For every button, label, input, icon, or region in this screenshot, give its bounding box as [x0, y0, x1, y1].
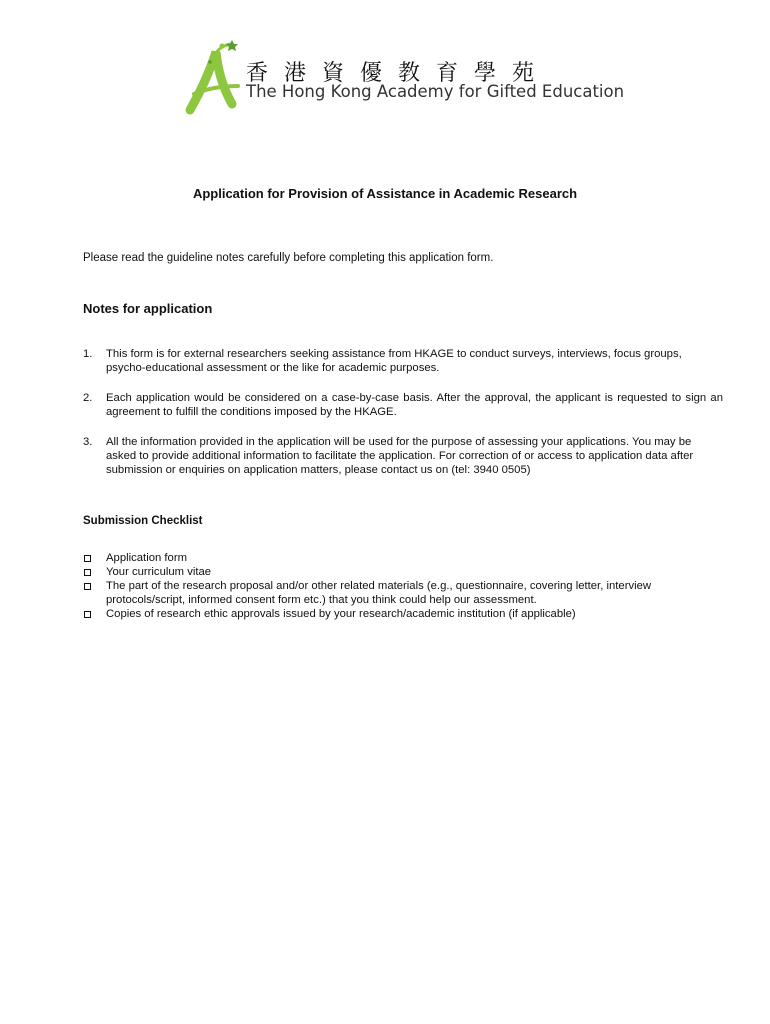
checkbox-icon[interactable] — [84, 569, 91, 576]
note-text: Each application would be considered on a case-by-case basis. After the approval, the applicant is requested to sign an agreement to fulfill the conditions imposed by the HKAGE. — [106, 392, 723, 418]
note-item — [83, 391, 723, 419]
note-number: 3. — [83, 436, 93, 448]
notes-heading: Notes for application — [83, 301, 213, 316]
checklist-heading: Submission Checklist — [83, 515, 203, 527]
logo-chinese-name: 香港資優教育學苑 — [246, 61, 551, 86]
checklist-item — [83, 607, 723, 621]
checklist-item-label: Application form — [106, 552, 187, 564]
checklist-item — [83, 551, 723, 565]
checklist-item — [83, 579, 723, 607]
note-item — [83, 435, 723, 477]
checklist-item-label: Copies of research ethic approvals issued by your research/academic institution (if applicable) — [106, 608, 576, 620]
intro-text: Please read the guideline notes carefully before completing this application form. — [83, 252, 494, 264]
logo-english-name: The Hong Kong Academy for Gifted Education — [246, 82, 625, 101]
notes-list — [83, 347, 723, 493]
submission-checklist — [83, 551, 723, 621]
page-title: Application for Provision of Assistance in Academic Research — [192, 186, 578, 201]
checkbox-icon[interactable] — [84, 611, 91, 618]
checkbox-icon[interactable] — [84, 555, 91, 562]
academy-logo-icon — [182, 40, 244, 122]
checklist-item-label: The part of the research proposal and/or other related materials (e.g., questionnaire, covering letter, interview protocols/script, informed consent form etc.) that you think could help our assessment. — [106, 580, 652, 606]
note-text: This form is for external researchers seeking assistance from HKAGE to conduct surveys, interviews, focus groups, psycho-educational assessment or the like for academic purposes. — [106, 348, 682, 374]
note-number: 1. — [83, 348, 93, 360]
checklist-item — [83, 565, 723, 579]
note-item — [83, 347, 723, 375]
note-text: All the information provided in the application will be used for the purpose of assessing your applications. You may be asked to provide additional information to facilitate the application. For correction of or access to application data after submission or enquiries on application matters, please contact us on (tel: 3940 0505) — [106, 436, 694, 476]
hkage-logo — [182, 40, 625, 122]
note-number: 2. — [83, 392, 93, 404]
checklist-item-label: Your curriculum vitae — [106, 566, 212, 578]
checkbox-icon[interactable] — [84, 583, 91, 590]
